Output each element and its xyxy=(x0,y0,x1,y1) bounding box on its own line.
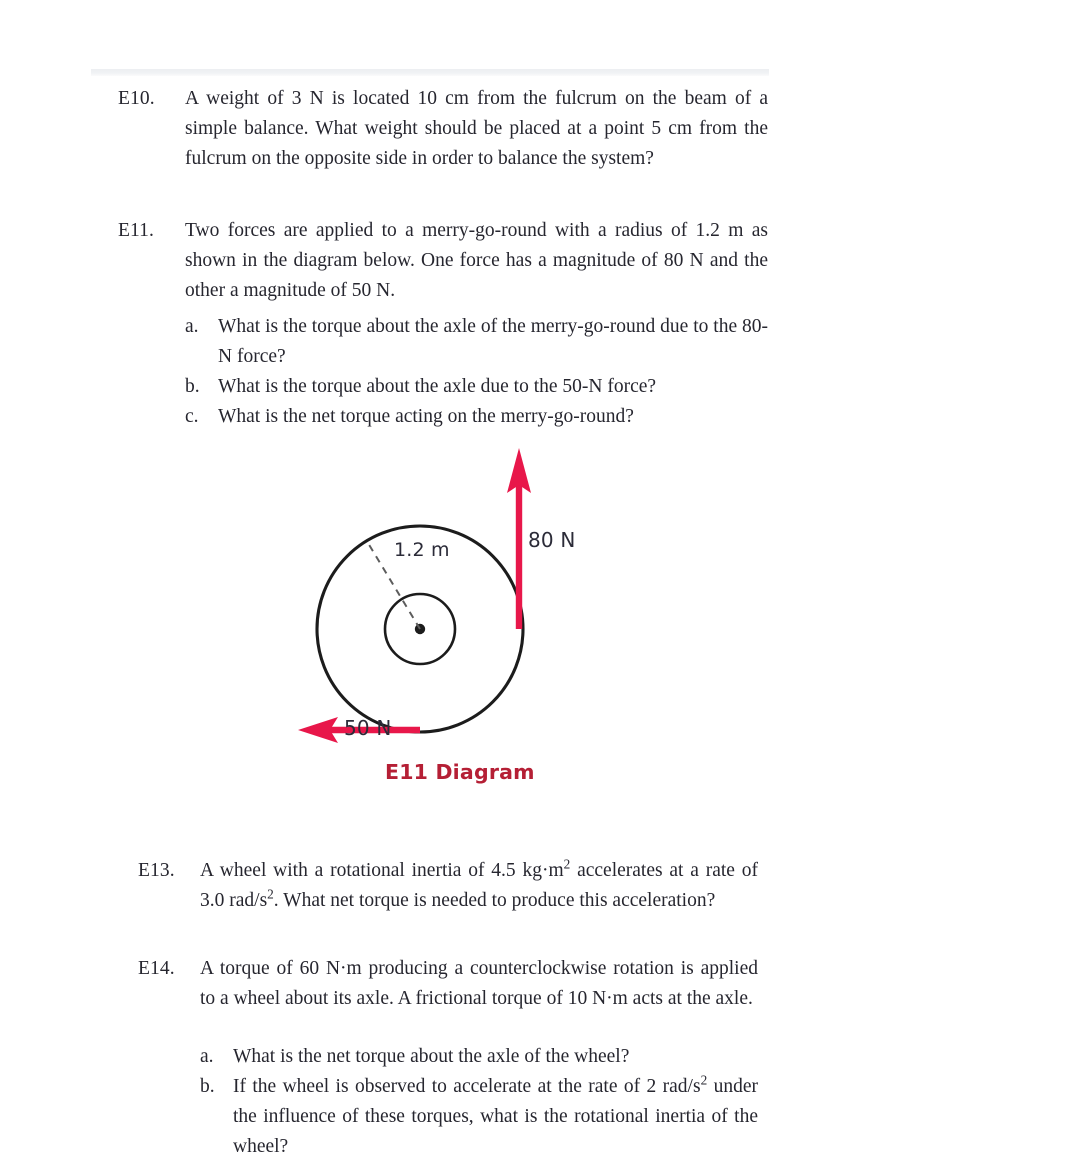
merry-go-round-figure xyxy=(280,440,620,800)
page-top-band xyxy=(91,69,769,76)
exercise-e14-subitems xyxy=(200,1042,758,1162)
exercise-e14-subitem-b xyxy=(200,1072,758,1162)
subitem-marker: b. xyxy=(185,376,200,397)
subitem-text: What is the net torque about the axle of the wheel? xyxy=(233,1046,630,1067)
exercise-e11 xyxy=(118,216,768,427)
exercise-e11-subitem-b xyxy=(185,372,768,402)
exercise-e11-body: Two forces are applied to a merry-go-round with a radius of 1.2 m as shown in the diagram below. One force has a magnitude of 80 N and the other a magnitude of 50 N. xyxy=(185,220,768,301)
exercise-e13 xyxy=(138,856,768,952)
subitem-marker: b. xyxy=(200,1076,215,1097)
diagram-caption: E11 Diagram xyxy=(385,760,535,784)
subitem-text: What is the torque about the axle of the merry-go-round due to the 80-N force? xyxy=(218,316,768,367)
exercise-e11-subitems xyxy=(185,312,768,432)
exercise-e14-label: E14. xyxy=(138,958,175,979)
subitem-marker: c. xyxy=(185,406,199,427)
exercise-e14-body: A torque of 60 N·m producing a counterclockwise rotation is applied to a wheel about its axle. A frictional torque of 10 N·m acts at the axle. xyxy=(200,958,758,1009)
exercise-e13-sup-1: 2 xyxy=(563,856,571,872)
exercise-e11-label: E11. xyxy=(118,220,154,241)
subitem-marker: a. xyxy=(185,316,199,337)
exercise-e13-body xyxy=(200,856,758,916)
exercise-e10-body: A weight of 3 N is located 10 cm from the fulcrum on the beam of a simple balance. What weight should be placed at a point 5 cm from the fulcrum on the opposite side in order to balance the system? xyxy=(185,88,768,169)
exercise-e11-subitem-a xyxy=(185,312,768,372)
subitem-text: What is the net torque acting on the merry-go-round? xyxy=(218,406,634,427)
exercise-e10 xyxy=(118,84,768,210)
subitem-text: What is the torque about the axle due to the 50-N force? xyxy=(218,376,657,397)
exercise-e14-subitem-a xyxy=(200,1042,758,1072)
subitem-text-part-2: under the influence of these torques, what is the rotational inertia of the wheel? xyxy=(233,1076,758,1157)
exercise-e13-body-part-3: . What net torque is needed to produce this acceleration? xyxy=(273,890,716,911)
subitem-text-part-1: If the wheel is observed to accelerate at the rate of 2 rad/s xyxy=(233,1076,701,1097)
subitem-text xyxy=(233,1072,758,1162)
exercise-e13-body-part-1: A wheel with a rotational inertia of 4.5 kg·m xyxy=(200,860,564,881)
radius-label: 1.2 m xyxy=(394,539,450,561)
exercise-e10-label: E10. xyxy=(118,88,155,109)
exercise-e13-sup-2: 2 xyxy=(267,886,274,902)
force-label-80n: 80 N xyxy=(528,528,576,552)
subitem-marker: a. xyxy=(200,1046,214,1067)
force-label-50n: 50 N xyxy=(344,716,392,740)
exercise-e13-label: E13. xyxy=(138,860,175,881)
exercise-e14 xyxy=(138,954,768,1157)
exercise-e11-subitem-c xyxy=(185,402,768,432)
subitem-sup-1: 2 xyxy=(700,1072,708,1088)
exercise-e13-body-part-2: accelerates at a rate of 3.0 rad/s xyxy=(200,860,759,911)
e11-diagram xyxy=(280,440,620,800)
